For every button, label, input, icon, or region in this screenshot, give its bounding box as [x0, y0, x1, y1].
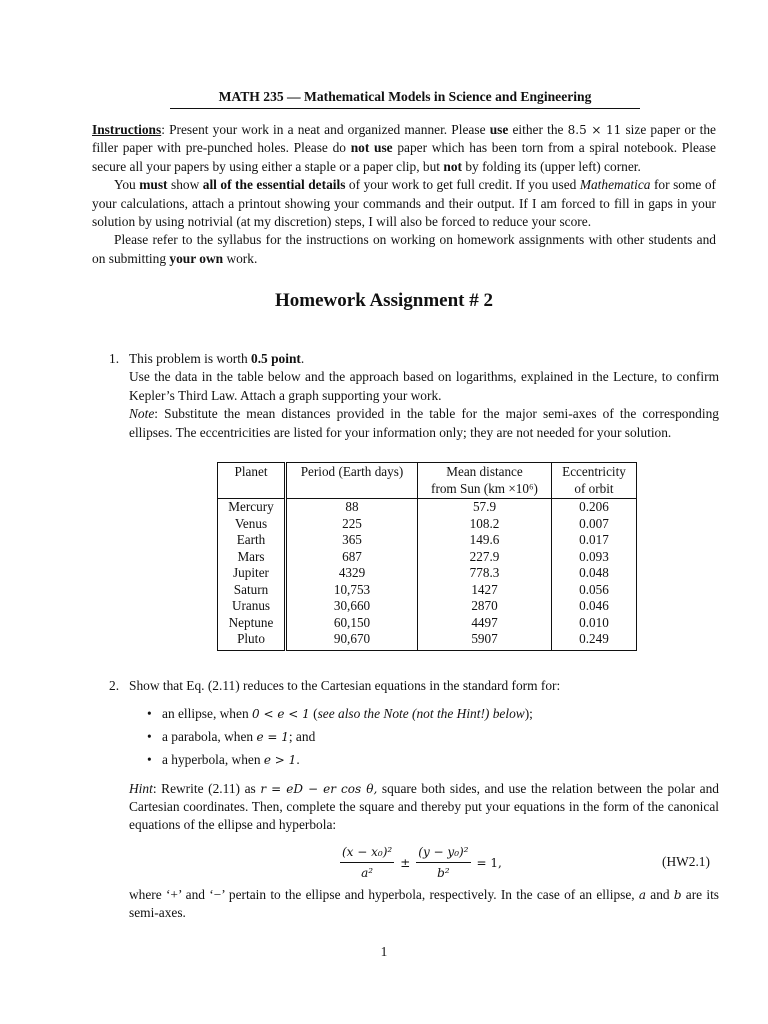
list-item: • a parabola, when e = 1; and	[147, 729, 316, 745]
table-row: Venus 225 108.2 0.007	[218, 516, 637, 533]
problem-number: 1.	[109, 351, 120, 366]
instructions-paragraph-3: Please refer to the syllabus for the instructions on working on homework assignments with other students and on submitting your own work.	[92, 232, 716, 266]
table-row: Neptune 60,150 4497 0.010	[218, 615, 637, 632]
instructions-block	[92, 121, 716, 268]
problem-2-hint: Hint: Rewrite (2.11) as r = eD − er cos θ, square both sides, and use the relation between the polar and Cartesian coordinates. Then, complete the square and thereby put your equations in the form of the canonical equations of the ellipse and hyperbola:	[129, 780, 720, 833]
instructions-label: Instructions	[92, 122, 162, 137]
problem-2-intro: Show that Eq. (2.11) reduces to the Cartesian equations in the standard form for:	[129, 678, 561, 693]
table-header: Period (Earth days)	[286, 463, 418, 499]
table-header: Planet	[218, 463, 286, 499]
problem-1-text: Use the data in the table below and the approach based on logarithms, explained in the Lecture, to confirm Kepler’s Third Law. Attach a graph supporting your work.	[129, 369, 719, 403]
table-row: Saturn 10,753 1427 0.056	[218, 582, 637, 599]
page-number: 1	[380, 944, 388, 959]
problem-number: 2.	[109, 678, 120, 693]
table-row: Mars 687 227.9 0.093	[218, 549, 637, 566]
table-header-row	[218, 463, 637, 499]
problem-2-conclusion: where ‘+’ and ‘−’ pertain to the ellipse and hyperbola, respectively. In the case of an ellipse, a and b are its semi-axes.	[129, 887, 720, 921]
equation-label: (HW2.1)	[662, 854, 710, 869]
list-item: • an ellipse, when 0 < e < 1 (see also the Note (not the Hint!) below);	[147, 706, 533, 722]
planet-data-table	[217, 462, 637, 651]
table-row: Jupiter 4329 778.3 0.048	[218, 565, 637, 582]
table-row: Uranus 30,660 2870 0.046	[218, 598, 637, 615]
conic-cases-list	[145, 705, 719, 769]
instructions-paragraph-1: Instructions: Present your work in a neat and organized manner. Please use either the 8.5 × 11 size paper or the filler paper with pre-punched holes. Please do not use paper which has been torn from a spiral notebook. Please secure all your papers by using either a staple or a paper clip, but not by folding its (upper left) corner.	[92, 122, 717, 174]
course-title: MATH 235 — Mathematical Models in Science and Engineering	[170, 88, 640, 109]
table-header: Mean distance from Sun (km ×10⁶)	[418, 463, 552, 499]
table-header: Eccentricity of orbit	[552, 463, 637, 499]
homework-title: Homework Assignment # 2	[275, 290, 493, 311]
problem-1	[109, 350, 719, 442]
table-row: Pluto 90,670 5907 0.249	[218, 631, 637, 650]
problem-1-note: Note: Substitute the mean distances provided in the table for the major semi-axes of the corresponding ellipses. The eccentricities are listed for your information only; they are not needed for your solution.	[129, 406, 719, 440]
table-row: Mercury 88 57.9 0.206	[218, 499, 637, 516]
list-item: • a hyperbola, when e > 1.	[147, 752, 300, 768]
instructions-paragraph-2: You must show all of the essential details of your work to get full credit. If you used Mathematica for some of your calculations, attach a printout showing your commands and their output. If I am forced to fill in gaps in your solution by using notrivial (at my discretion) steps, I will also be forced to reduce your score.	[92, 177, 716, 230]
problem-1-worth: This problem is worth 0.5 point.	[129, 351, 305, 366]
equation-hw2-1: $\frac{\text{(x − x₀)²}}{\text{a²}}$ ± $\frac{\text{(y − y₀)²}}{\text{b²}}$ = 1,	[342, 845, 502, 881]
table-row: Earth 365 149.6 0.017	[218, 532, 637, 549]
problem-2	[109, 677, 719, 835]
